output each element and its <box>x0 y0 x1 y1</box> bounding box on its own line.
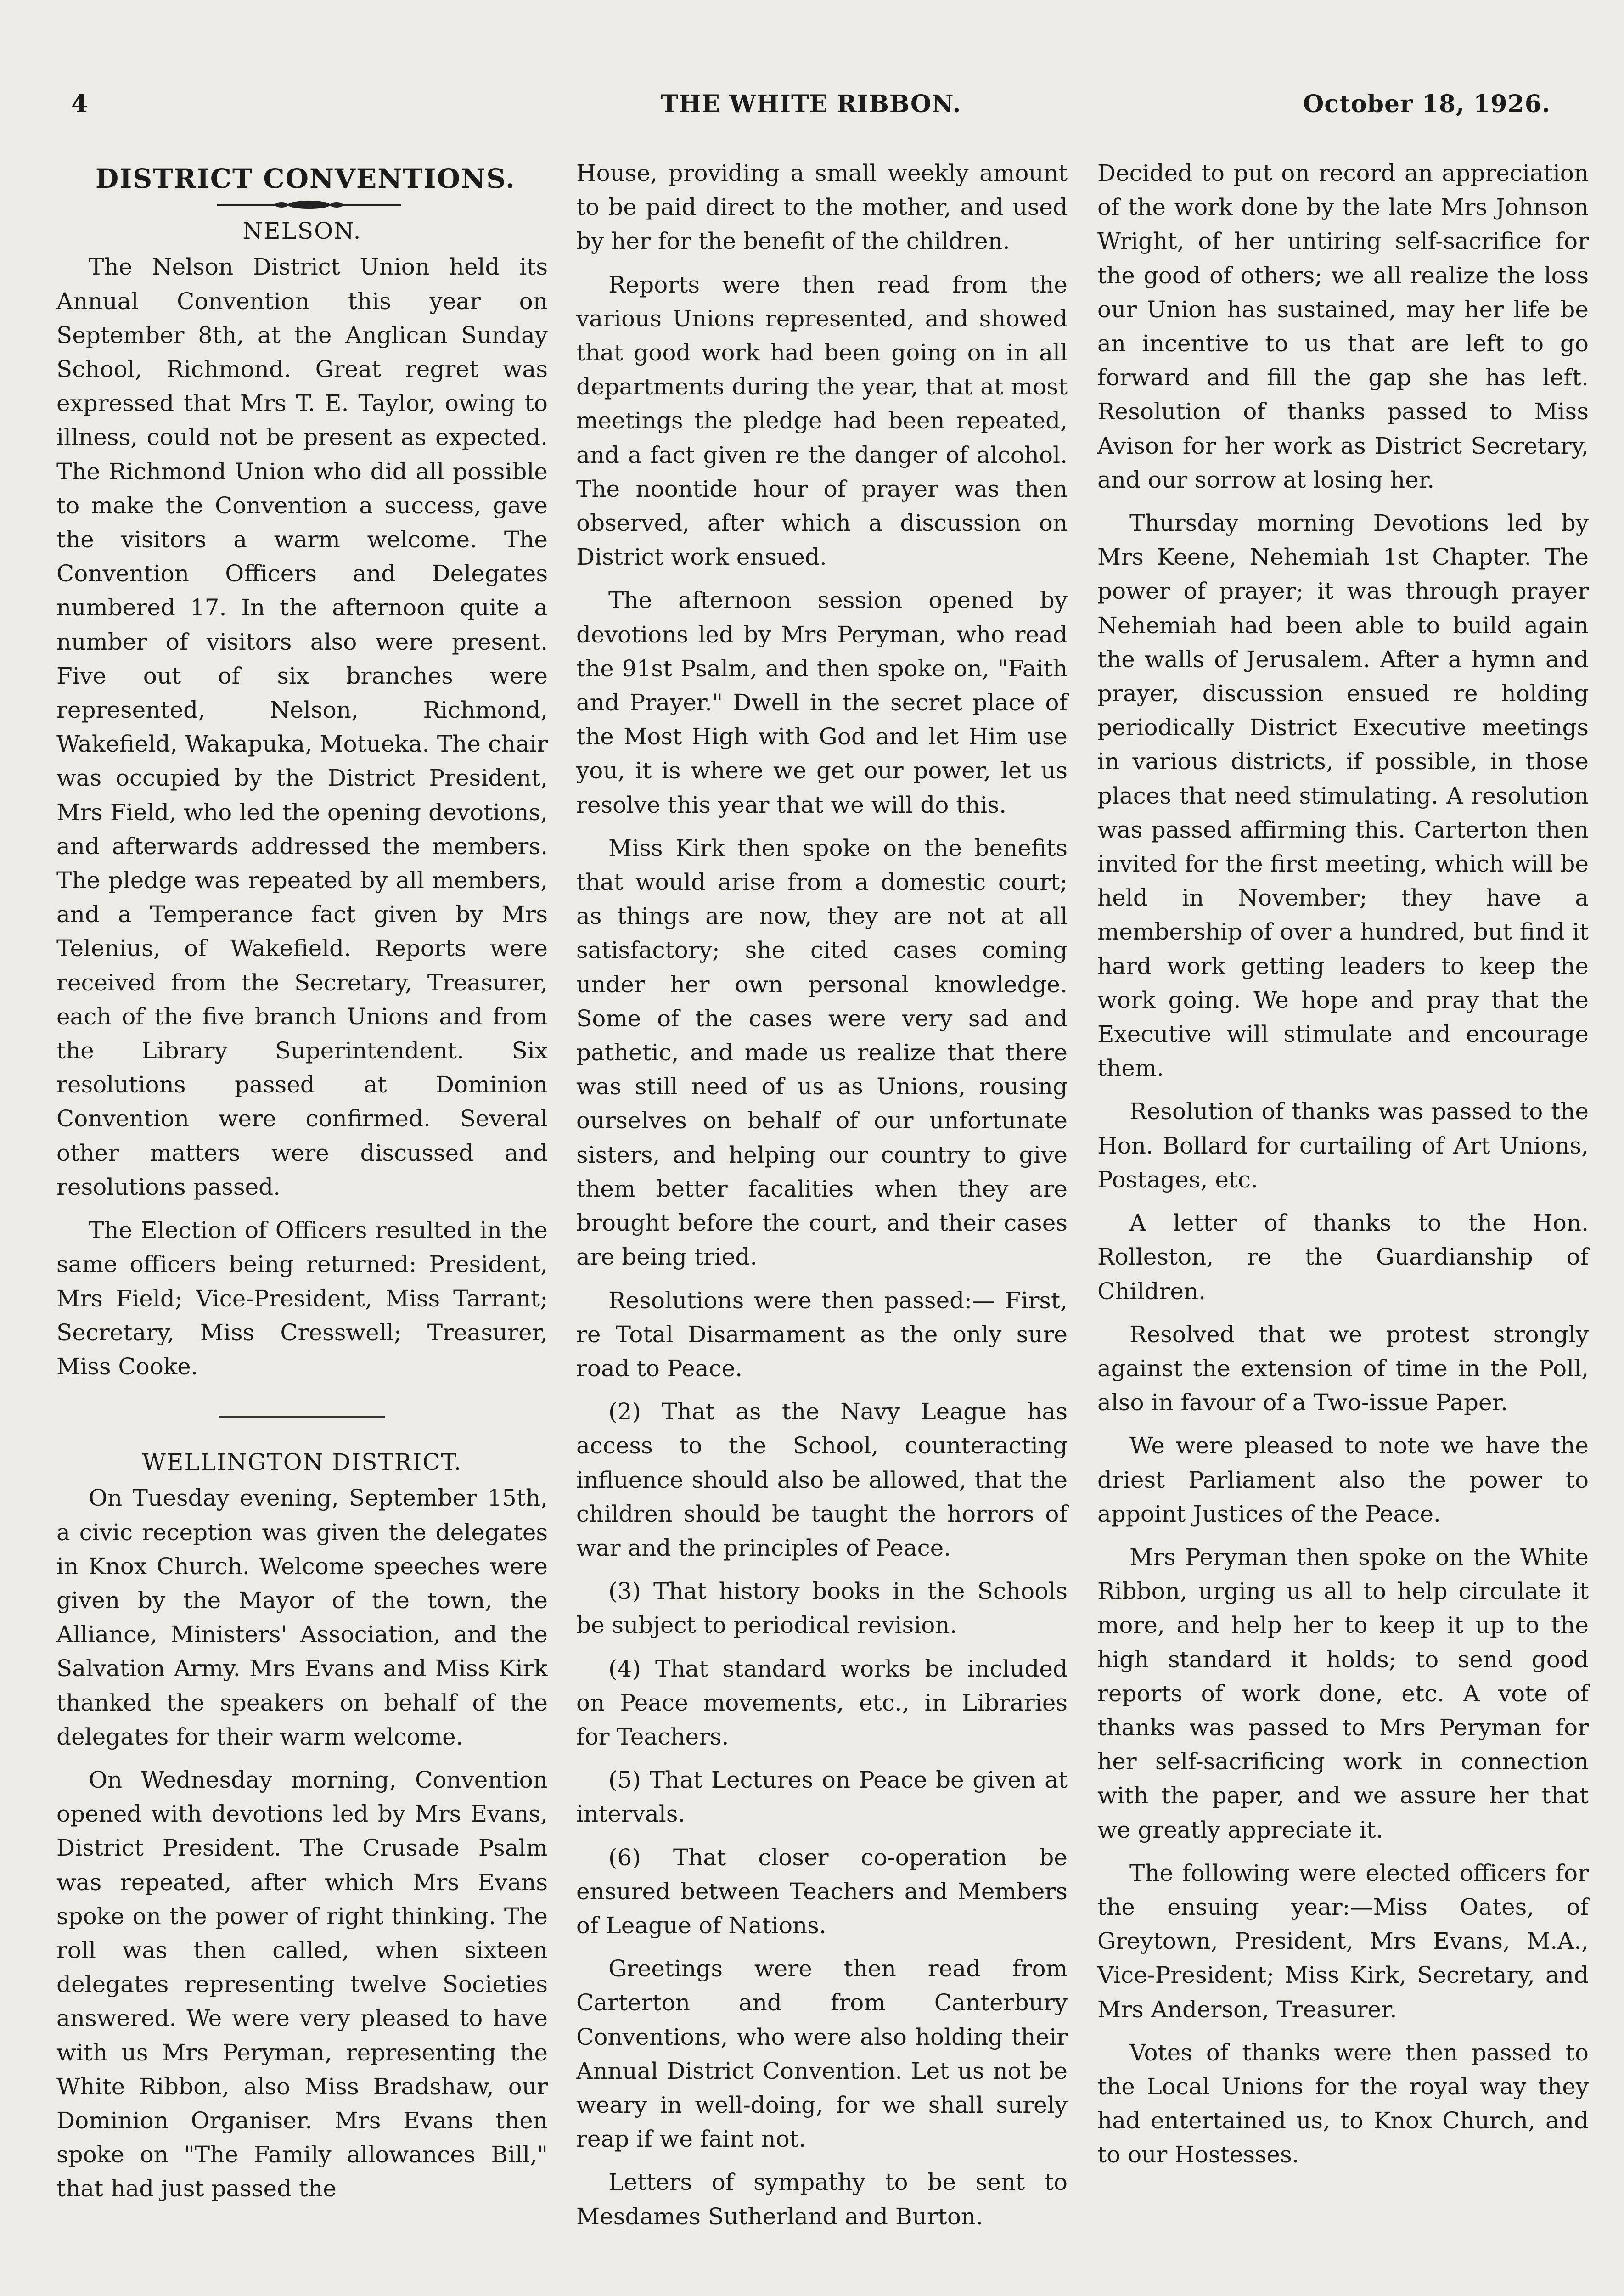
issue-date: October 18, 1926. <box>1303 90 1551 118</box>
running-head <box>71 90 1551 127</box>
column-2 <box>576 156 1068 2243</box>
paragraph: Resolution of thanks was passed to the Hon. Bollard for curtailing of Art Unions, Postages, etc. <box>1097 1098 1589 1193</box>
section-divider <box>219 1416 385 1418</box>
paragraph: The following were elected officers for the ensuing year:—Miss Oates, of Greytown, President, Mrs Evans, M.A., Vice-President; Miss Kirk, Secretary, and Mrs Anderson, Treasurer. <box>1097 1859 1589 2023</box>
paragraph: (3) That history books in the Schools be subject to periodical revision. <box>576 1578 1068 1639</box>
paragraph: On Tuesday evening, September 15th, a civic reception was given the delegates in Knox Church. Welcome speeches were given by the Mayor of the town, the Alliance, Ministers' Association, and the Salvation Army. Mrs Evans and Miss Kirk thanked the speakers on behalf of the delegates for their warm welcome. <box>56 1485 548 1750</box>
paragraph: The Election of Officers resulted in the same officers being returned: President, Mrs Field; Vice-President, Miss Tarrant; Secretary, Miss Cresswell; Treasurer, Miss Cooke. <box>56 1217 548 1380</box>
paragraph: Thursday morning Devotions led by Mrs Keene, Nehemiah 1st Chapter. The power of prayer; it was through prayer Nehemiah had been able to build again the walls of Jerusalem. After a hymn and prayer, discussion ensued re holding periodically District Executive meetings in various districts, if possible, in those places that need stimulating. A resolution was passed affirming this. Carterton then invited for the first meeting, which will be held in November; they have a membership of over a hundred, but find it hard work getting leaders to keep the work going. We hope and pray that the Executive will stimulate and encourage them. <box>1097 510 1589 1082</box>
column-3 <box>1097 156 1589 2181</box>
paragraph: The Nelson District Union held its Annual Convention this year on September 8th, at the Anglican Sunday School, Richmond. Great regret was expressed that Mrs T. E. Taylor, owing to illness, could not be present as expected. The Richmond Union who did all possible to make the Convention a success, gave the visitors a warm welcome. The Convention Officers and Delegates numbered 17. In the afternoon quite a number of visitors also were present. Five out of six branches were represented, Nelson, Richmond, Wakefield, Wakapuka, Motueka. The chair was occupied by the District President, Mrs Field, who led the opening devotions, and afterwards addressed the members. The pledge was repeated by all members, and a Temperance fact given by Mrs Telenius, of Wakefield. Reports were received from the Secretary, Treasurer, each of the five branch Unions and from the Library Superintendent. Six resolutions passed at Dominion Convention were confirmed. Several other matters were discussed and resolutions passed. <box>56 253 548 1200</box>
paragraph: (5) That Lectures on Peace be given at intervals. <box>576 1767 1068 1828</box>
publication-title: THE WHITE RIBBON. <box>660 90 961 118</box>
paragraph: (4) That standard works be included on Peace movements, etc., in Libraries for Teachers. <box>576 1655 1068 1750</box>
paragraph: On Wednesday morning, Convention opened with devotions led by Mrs Evans, District President. The Crusade Psalm was repeated, after which Mrs Evans spoke on the power of right thinking. The roll was then called, when sixteen delegates representing twelve Societies answered. We were very pleased to have with us Mrs Peryman, representing the White Ribbon, also Miss Bradshaw, our Dominion Organiser. Mrs Evans then spoke on "The Family allowances Bill," that had just passed the <box>56 1766 548 2202</box>
paragraph: The afternoon session opened by devotions led by Mrs Peryman, who read the 91st Psalm, and then spoke on, "Faith and Prayer." Dwell in the secret place of the Most High with God and let Him use you, it is where we get our power, let us resolve this year that we will do this. <box>576 587 1068 818</box>
paragraph: A letter of thanks to the Hon. Rolleston, re the Guardianship of Children. <box>1097 1210 1589 1305</box>
paragraph: (2) That as the Navy League has access to the School, counteracting influence should also be allowed, that the children should be taught the horrors of war and the principles of Peace. <box>576 1398 1068 1561</box>
nelson-heading: NELSON. <box>242 218 362 245</box>
paragraph: Reports were then read from the various Unions represented, and showed that good work had been going on in all departments during the year, that at most meetings the pledge had been repeated, and a fact given re the danger of alcohol. The noontide hour of prayer was then observed, after which a discussion on District work ensued. <box>576 271 1068 571</box>
ornament-rule-icon <box>213 196 405 214</box>
paragraph: Miss Kirk then spoke on the benefits that would arise from a domestic court; as things are now, they are not at all satisfactory; she cited cases coming under her own personal knowledge. Some of the cases were very sad and pathetic, and made us realize that there was still need of us as Unions, rousing ourselves on behalf of our unfortunate sisters, and helping our country to give them better facalities when they are brought before the court, and their cases are being tried. <box>576 834 1068 1271</box>
paragraph: Decided to put on record an appreciation of the work done by the late Mrs Johnson Wright, of her untiring self-sacrifice for the good of others; we all realize the loss our Union has sustained, may her life be an incentive to us that are left to go forward and fill the gap she has left. Resolution of thanks passed to Miss Avison for her work as District Secretary, and our sorrow at losing her. <box>1097 160 1589 493</box>
paragraph: Letters of sympathy to be sent to Mesdames Sutherland and Burton. <box>576 2169 1068 2230</box>
paragraph: House, providing a small weekly amount to be paid direct to the mother, and used by her for the benefit of the children. <box>576 160 1068 255</box>
paragraph: Votes of thanks were then passed to the Local Unions for the royal way they had entertained us, to Knox Church, and to our Hostesses. <box>1097 2039 1589 2168</box>
paragraph: Resolved that we protest strongly against the extension of time in the Poll, also in favour of a Two-issue Paper. <box>1097 1321 1589 1416</box>
page-number: 4 <box>71 90 89 118</box>
paragraph: Mrs Peryman then spoke on the White Ribbon, urging us all to help circulate it more, and help her to keep it up to the high standard it holds; to send good reports of work done, etc. A vote of thanks was passed to Mrs Peryman for her self-sacrificing work in connection with the paper, and we assure her that we greatly appreciate it. <box>1097 1543 1589 1843</box>
column-1 <box>56 156 548 2215</box>
paragraph: Resolutions were then passed:— First, re Total Disarmament as the only sure road to Peace. <box>576 1287 1068 1382</box>
paragraph: Greetings were then read from Carterton and from Canterbury Conventions, who were also holding their Annual District Convention. Let us not be weary in well-doing, for we shall surely reap if we faint not. <box>576 1955 1068 2153</box>
wellington-heading: WELLINGTON DISTRICT. <box>142 1449 462 1476</box>
paragraph: We were pleased to note we have the driest Parliament also the power to appoint Justices of the Peace. <box>1097 1432 1589 1527</box>
paragraph: (6) That closer co-operation be ensured between Teachers and Members of League of Nations. <box>576 1844 1068 1939</box>
article-title: DISTRICT CONVENTIONS. <box>96 163 516 194</box>
